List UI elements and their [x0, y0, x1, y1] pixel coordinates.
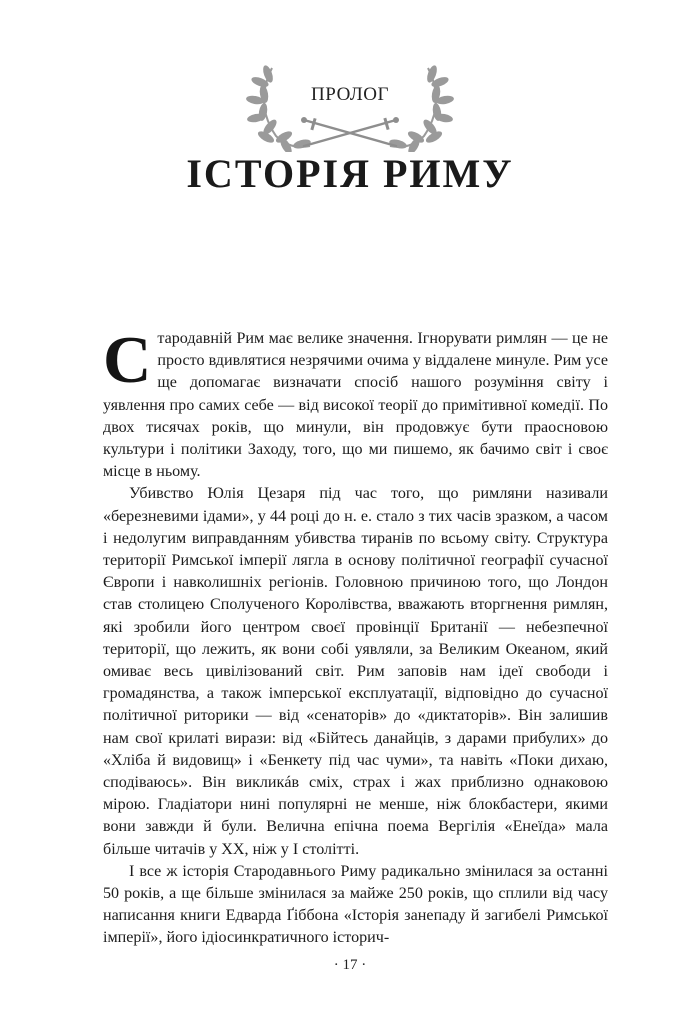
laurel-wreath-icon: [246, 60, 454, 152]
paragraph-1: [103, 323, 608, 483]
chapter-label: ПРОЛОГ: [311, 84, 389, 105]
paragraph-2: Убивство Юлія Цезаря під час того, що римляни називали «березневими ідами», у 44 році до н. е. стало з тих часів зразком, а часом і недолугим виправданням убивства тиранів по всьому світу. Структура території Римської імперії лягла в основу політичної географії сучасної Європи і навколишніх регіонів. Головною причиною того, що Лондон став столицею Сполученого Королівства, вважають вторгнення римлян, які зробили його центром своєї провінції Британії — небезпечної території, що лежить, як вони собі уявляли, за Великим Океаном, який омиває весь цивілізований світ. Рим заповів нам ідеї свободи і громадянства, а також імперської експлуатації, відповідно до сучасної політичної риторики — від «сенаторів» до «диктаторів». Він залишив нам свої крилаті вирази: від «Бійтесь данайців, з дарами прибулих» до «Хліба й видовищ» і «Бенкету під час чуми», та навіть «Поки дихаю, сподіваюсь». Він викликáв сміх, страх і жах приблизно однаковою мірою. Гладіатори нині популярні не менше, ніж блокбастери, якими вони завжди й були. Велична епічна поема Вергілія «Енеїда» мала більше читачів у XX, ніж у I столітті.: [103, 485, 608, 858]
paragraph-1-text: тародавній Рим має велике значення. Ігнорувати римлян — це не просто вдивлятися незрячими очима у віддалене минуле. Рим усе ще допомагає визначати спосіб нашого розуміння світу і уявлення про самих себе — від високої теорії до примітивної комедії. По двох тисячах років, що минули, він продовжує бути праосновою культури і політики Заходу, того, що ми пишемо, як бачимо світ і своє місце в ньому.: [103, 330, 608, 481]
paragraph-3: І все ж історія Стародавнього Риму радикально змінилася за останні 50 років, а ще більше змінилася за майже 250 років, що сплили від часу написання книги Едварда Ґіббона «Історія занепаду й загибелі Римської імперії», його ідіосинкратичного історич-: [103, 862, 608, 947]
page-number-value: 17: [342, 957, 358, 973]
drop-cap: С: [103, 323, 152, 397]
page-number: · 17 ·: [333, 957, 367, 973]
chapter-title: ІСТОРІЯ РИМУ: [186, 151, 514, 196]
body-text: [103, 323, 608, 950]
